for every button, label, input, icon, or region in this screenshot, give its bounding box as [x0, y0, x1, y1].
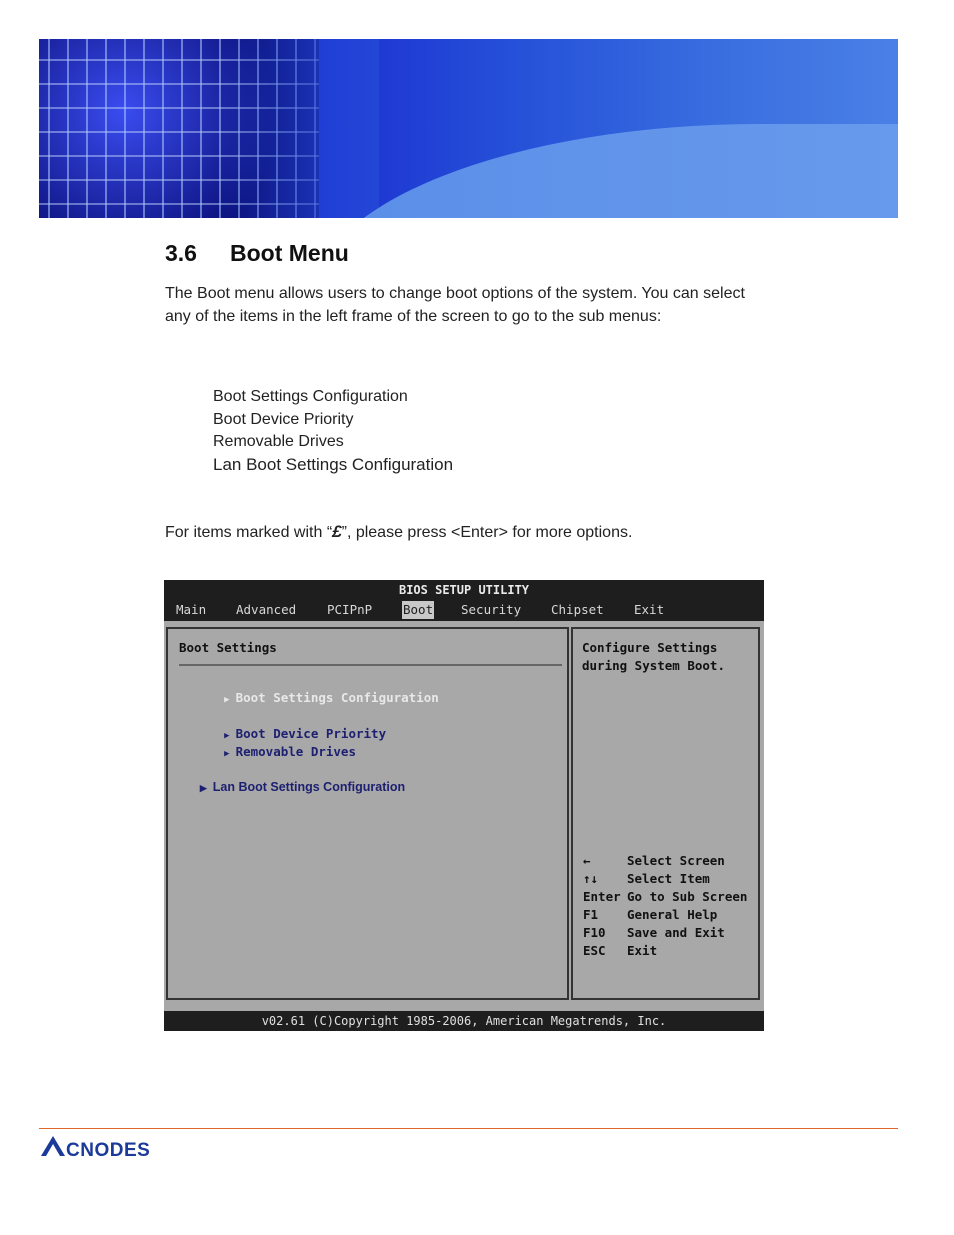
footer-divider	[39, 1128, 898, 1129]
tab-pcipnp[interactable]: PCIPnP	[327, 602, 373, 617]
help-key-row: ↑↓ Select Item	[583, 871, 710, 886]
banner-swoosh	[309, 124, 898, 218]
header-banner	[39, 39, 898, 218]
help-key-row: ESC Exit	[583, 943, 658, 958]
panel-title: Boot Settings	[179, 640, 277, 655]
submenu-list	[213, 386, 453, 476]
bios-screen	[164, 580, 764, 1031]
tab-boot[interactable]: Boot	[403, 602, 434, 617]
tab-chipset[interactable]: Chipset	[551, 602, 604, 617]
note-text: For items marked with “£”, please press <Enter> for more options.	[165, 522, 633, 541]
submenu-item: Boot Settings Configuration	[213, 388, 408, 405]
section-heading	[165, 240, 349, 267]
tab-security[interactable]: Security	[461, 602, 522, 617]
tab-advanced[interactable]: Advanced	[236, 602, 297, 617]
intro-paragraph: The Boot menu allows users to change boot options of the system. You can select any of the items in the left frame of the screen to go to the sub menus:	[165, 285, 745, 325]
menu-item-lan-boot[interactable]: ▶ Lan Boot Settings Configuration	[199, 780, 406, 794]
arrow-right-icon: ▶	[199, 783, 207, 793]
bios-copyright: v02.61 (C)Copyright 1985-2006, American Megatrends, Inc.	[164, 1011, 764, 1031]
help-description-line-1: Configure Settings	[582, 640, 718, 655]
acnodes-logo	[39, 1134, 199, 1162]
help-key-row: ← Select Screen	[583, 853, 725, 868]
divider	[179, 664, 562, 666]
bios-main-panel	[166, 627, 569, 1000]
tab-main[interactable]: Main	[176, 602, 207, 617]
up-down-arrow-icon: ↑↓	[583, 871, 599, 886]
arrow-right-icon: ▶	[224, 731, 230, 741]
section-number: 3.6	[165, 240, 197, 266]
help-key-row: F1 General Help	[583, 907, 718, 922]
menu-item-removable-drives[interactable]: ▶ Removable Drives	[224, 744, 356, 759]
left-arrow-icon: ←	[583, 853, 591, 868]
bios-menu-bar	[164, 599, 764, 621]
help-key-row: F10 Save and Exit	[583, 925, 725, 940]
menu-item-boot-settings[interactable]: ▶ Boot Settings Configuration	[224, 690, 439, 705]
help-key-row: Enter Go to Sub Screen	[583, 889, 748, 904]
arrow-right-icon: ▶	[224, 749, 230, 759]
menu-item-boot-device-priority[interactable]: ▶ Boot Device Priority	[224, 726, 387, 741]
help-description-line-2: during System Boot.	[582, 658, 725, 673]
section-title: Boot Menu	[230, 240, 349, 266]
submenu-item: Removable Drives	[213, 433, 344, 450]
submenu-marker-icon: £	[332, 522, 342, 541]
bios-title: BIOS SETUP UTILITY	[164, 580, 764, 599]
svg-text:CNODES: CNODES	[66, 1140, 151, 1161]
submenu-item: Lan Boot Settings Configuration	[213, 454, 454, 474]
tab-exit[interactable]: Exit	[634, 602, 665, 617]
arrow-right-icon: ▶	[224, 695, 230, 705]
submenu-item: Boot Device Priority	[213, 410, 354, 428]
bios-help-panel	[571, 627, 760, 1000]
